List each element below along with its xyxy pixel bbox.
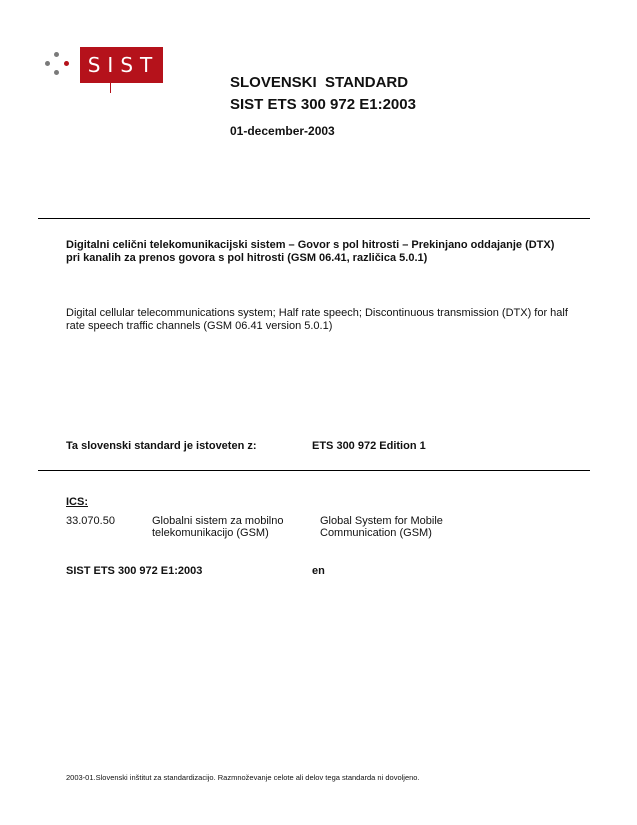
- title-english: Digital cellular telecommunications system; Half rate speech; Discontinuous transmission (DTX) for half rate speech traffic channels (GSM 06.41 version 5.0.1): [66, 307, 568, 332]
- title-slovenian: Digitalni celični telekomunikacijski sistem – Govor s pol hitrosti – Prekinjano oddajanje (DTX) pri kanalih za prenos govora s pol hitrosti (GSM 06.41, različica 5.0.1): [66, 239, 555, 264]
- identity-value: ETS 300 972 Edition 1: [312, 440, 426, 452]
- logo-dot-icon: [45, 61, 50, 66]
- publication-date: 01-december-2003: [230, 124, 335, 138]
- standard-type-heading: SLOVENSKI STANDARD: [230, 74, 409, 91]
- logo-dot-icon: [54, 70, 59, 75]
- ics-code: 33.070.50: [66, 515, 115, 527]
- ics-heading: ICS:: [66, 496, 88, 508]
- copyright-footer: 2003-01.Slovenski inštitut za standardizacijo. Razmnoževanje celote ali delov tega standarda ni dovoljeno.: [66, 773, 420, 782]
- logo-underline: [110, 83, 111, 93]
- document-id: SIST ETS 300 972 E1:2003: [66, 565, 203, 577]
- divider-top: [38, 218, 590, 219]
- standard-number-heading: SIST ETS 300 972 E1:2003: [230, 96, 416, 113]
- logo-dot-icon: [54, 52, 59, 57]
- ics-description-slovenian: Globalni sistem za mobilno telekomunikacijo (GSM): [152, 515, 284, 539]
- identity-label: Ta slovenski standard je istoveten z:: [66, 440, 257, 452]
- ics-description-english: Global System for Mobile Communication (GSM): [320, 515, 443, 539]
- divider-middle: [38, 470, 590, 471]
- logo-dot-icon: [64, 61, 69, 66]
- document-language: en: [312, 565, 325, 577]
- logo-wordmark: SIST: [80, 47, 163, 83]
